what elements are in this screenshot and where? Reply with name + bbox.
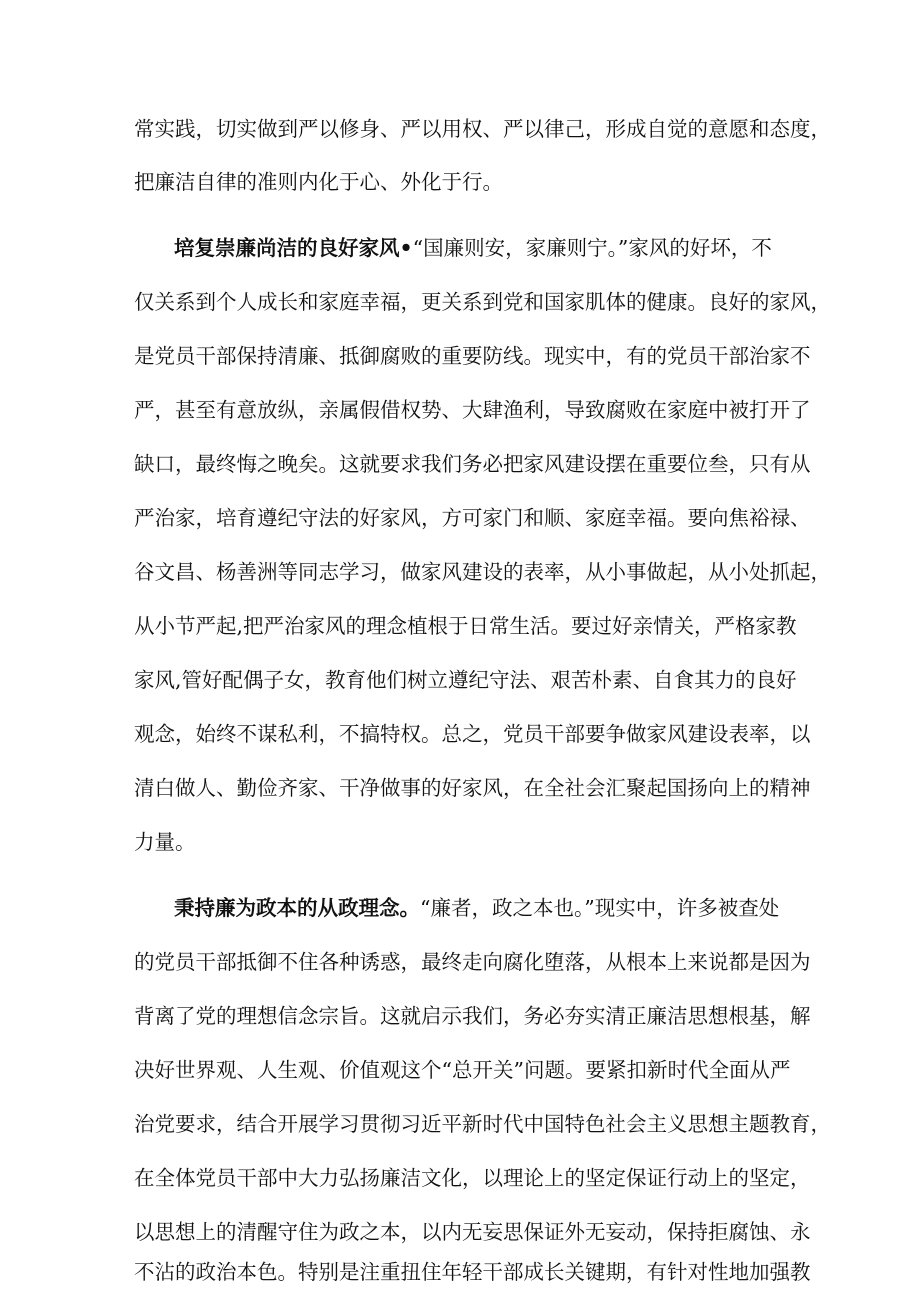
line-text: 观念，始终不谋私利，不搞特权。总之，党员干部要争做家风建设表率，以 xyxy=(134,722,811,746)
line-text: 在全体党员干部中大力弘扬廉洁文化，以理论上的坚定保证行动上的坚定， xyxy=(134,1166,811,1190)
text-line xyxy=(134,1050,790,1090)
line-text: 谷文昌、杨善洲等同志学习，做家风建设的表率，从小事做起，从小处抓起， xyxy=(134,560,831,584)
line-text: 缺口，最终悔之晚矣。这就要求我们务必把家风建设摆在重要位叁，只有从 xyxy=(134,452,811,476)
text-line xyxy=(174,228,772,268)
line-text: 从小节严起,把严治家风的理念植根于日常生活。要过好亲情关，严格家教 xyxy=(134,614,797,638)
text-line xyxy=(134,390,811,430)
line-text: 治党要求，结合开展学习贯彻习近平新时代中国特色社会主义思想主题教育， xyxy=(134,1112,831,1136)
line-text: 严，甚至有意放纵，亲属假借权势、大肆渔利，导致腐败在家庭中被打开了 xyxy=(134,398,811,422)
text-line xyxy=(134,1212,811,1252)
line-text: 背离了党的理想信念宗旨。这就启示我们，务必夯实清正廉洁思想根基，解 xyxy=(134,1004,811,1028)
text-line xyxy=(134,282,831,322)
line-text: 以思想上的清醒守住为政之本，以内无妄思保证外无妄动，保持拒腐蚀、永 xyxy=(134,1220,811,1244)
text-line xyxy=(134,822,196,862)
text-line xyxy=(134,552,831,592)
line-text: 常实践，切实做到严以修身、严以用权、严以律己，形成自觉的意愿和态度， xyxy=(134,117,831,141)
line-text: 是党员干部保持清廉、抵御腐败的重要防线。现实中，有的党员干部治家不 xyxy=(134,344,811,368)
line-text: 不沾的政治本色。特别是注重扭住年轻干部成长关键期，有针对性地加强教 xyxy=(134,1260,811,1284)
text-line xyxy=(134,1252,811,1292)
line-text: 家风,管好配偶子女，教育他们树立遵纪守法、艰苦朴素、自食其力的良好 xyxy=(134,668,797,692)
text-line xyxy=(134,942,811,982)
text-line xyxy=(134,336,811,376)
line-text: 的党员干部抵御不住各种诱惑，最终走向腐化堕落，从根本上来说都是因为 xyxy=(134,950,811,974)
line-text: 把廉洁自律的准则内化于心、外化于行。 xyxy=(134,170,503,194)
text-line xyxy=(134,606,797,646)
line-text: 清白做人、勤俭齐家、干净做事的好家风，在全社会汇聚起国扬向上的精神 xyxy=(134,776,811,800)
text-line xyxy=(174,888,779,928)
text-line xyxy=(134,1158,811,1198)
line-text: 仅关系到个人成长和家庭幸福，更关系到党和国家肌体的健康。良好的家风， xyxy=(134,290,831,314)
text-line xyxy=(134,162,503,202)
line-text: 严治家，培育遵纪守法的好家风，方可家门和顺、家庭幸福。要向焦裕禄、 xyxy=(134,506,811,530)
text-line xyxy=(134,768,811,808)
text-line xyxy=(134,660,797,700)
section-heading: 秉持廉为政本的从政理念。 xyxy=(174,896,420,920)
line-text: 力量。 xyxy=(134,830,196,854)
text-line xyxy=(134,714,811,754)
line-text: 决好世界观、人生观、价值观这个“总开关”问题。要紧扣新时代全面从严 xyxy=(134,1058,791,1082)
line-text: “廉者，政之本也。”现实中，许多被查处 xyxy=(420,896,780,920)
text-line xyxy=(134,996,811,1036)
text-line xyxy=(134,498,811,538)
text-line xyxy=(134,1104,831,1144)
section-heading: 培复崇廉尚洁的良好家风• xyxy=(174,236,413,260)
line-text: “国廉则安，家廉则宁。”家风的好坏，不 xyxy=(412,236,772,260)
text-line xyxy=(134,109,831,149)
text-line xyxy=(134,444,811,484)
